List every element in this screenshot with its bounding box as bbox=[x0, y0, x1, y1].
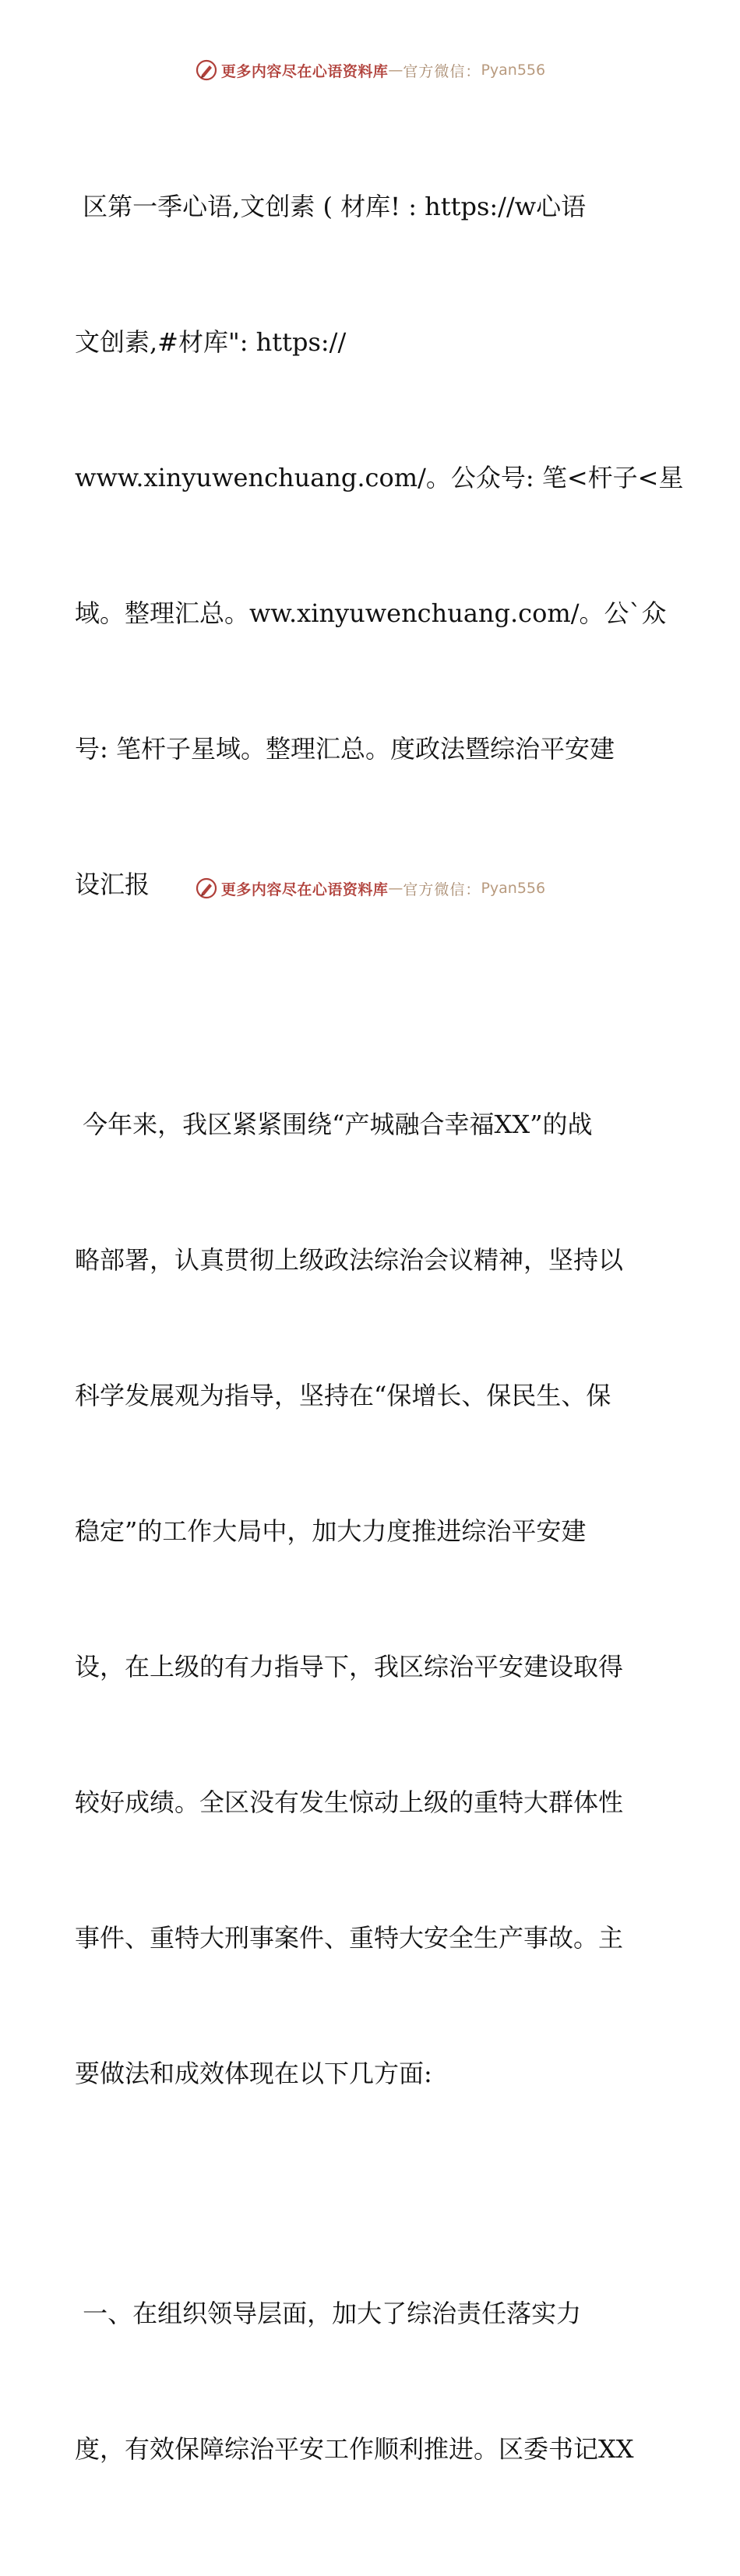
text-line: 区第一季心语,文创素 ( 材库! : https://w心语 bbox=[75, 192, 587, 221]
text-line: 一、在组织领导层面，加大了综治责任落实力 bbox=[75, 2299, 582, 2328]
paragraph-2 bbox=[75, 1011, 667, 2186]
text-line: 今年来，我区紧紧围绕“产城融合幸福XX”的战 bbox=[75, 1110, 593, 1139]
paragraph-1 bbox=[75, 94, 684, 997]
pen-logo-icon bbox=[195, 58, 218, 82]
header-watermark bbox=[0, 55, 740, 86]
text-line: 要做法和成效体现在以下几方面: bbox=[75, 2059, 432, 2088]
text-line: 较好成绩。全区没有发生惊动上级的重特大群体性 bbox=[75, 1787, 624, 1817]
watermark-text: 更多内容尽在心语资料库 bbox=[220, 880, 389, 898]
paragraph-3 bbox=[75, 2200, 667, 2562]
text-line: 稳定”的工作大局中，加大力度推进综治平安建 bbox=[75, 1516, 587, 1546]
pen-logo-icon bbox=[195, 877, 218, 900]
text-line: 科学发展观为指导，坚持在“保增长、保民生、保 bbox=[75, 1381, 611, 1410]
watermark-sub: 官方微信： bbox=[403, 880, 481, 898]
text-line: 文创素,#材库": https:// bbox=[75, 327, 347, 357]
text-line: 号: 笔杆子星域。整理汇总。度政法暨综治平安建 bbox=[75, 734, 615, 764]
text-line: www.xinyuwenchuang.com/。公众号: 笔<杆子<星 bbox=[75, 463, 684, 492]
text-line: 设，在上级的有力指导下，我区综治平安建设取得 bbox=[75, 1652, 624, 1681]
watermark-text: 更多内容尽在心语资料库 bbox=[220, 62, 389, 80]
text-line: 设汇报 bbox=[75, 870, 150, 899]
footer-watermark bbox=[0, 873, 740, 904]
watermark-id: Pyan556 bbox=[481, 880, 546, 897]
watermark-id: Pyan556 bbox=[481, 62, 546, 79]
watermark-sub: 官方微信： bbox=[403, 62, 481, 80]
watermark-dash: — bbox=[388, 62, 403, 79]
text-line: 度，有效保障综治平安工作顺利推进。区委书记XX bbox=[75, 2434, 634, 2464]
text-line: 事件、重特大刑事案件、重特大安全生产事故。主 bbox=[75, 1923, 624, 1953]
document-body bbox=[75, 94, 684, 2576]
text-line: 域。整理汇总。ww.xinyuwenchuang.com/。公`众 bbox=[75, 598, 667, 628]
watermark-dash: — bbox=[388, 880, 403, 897]
text-line: 略部署，认真贯彻上级政法综治会议精神，坚持以 bbox=[75, 1245, 624, 1275]
